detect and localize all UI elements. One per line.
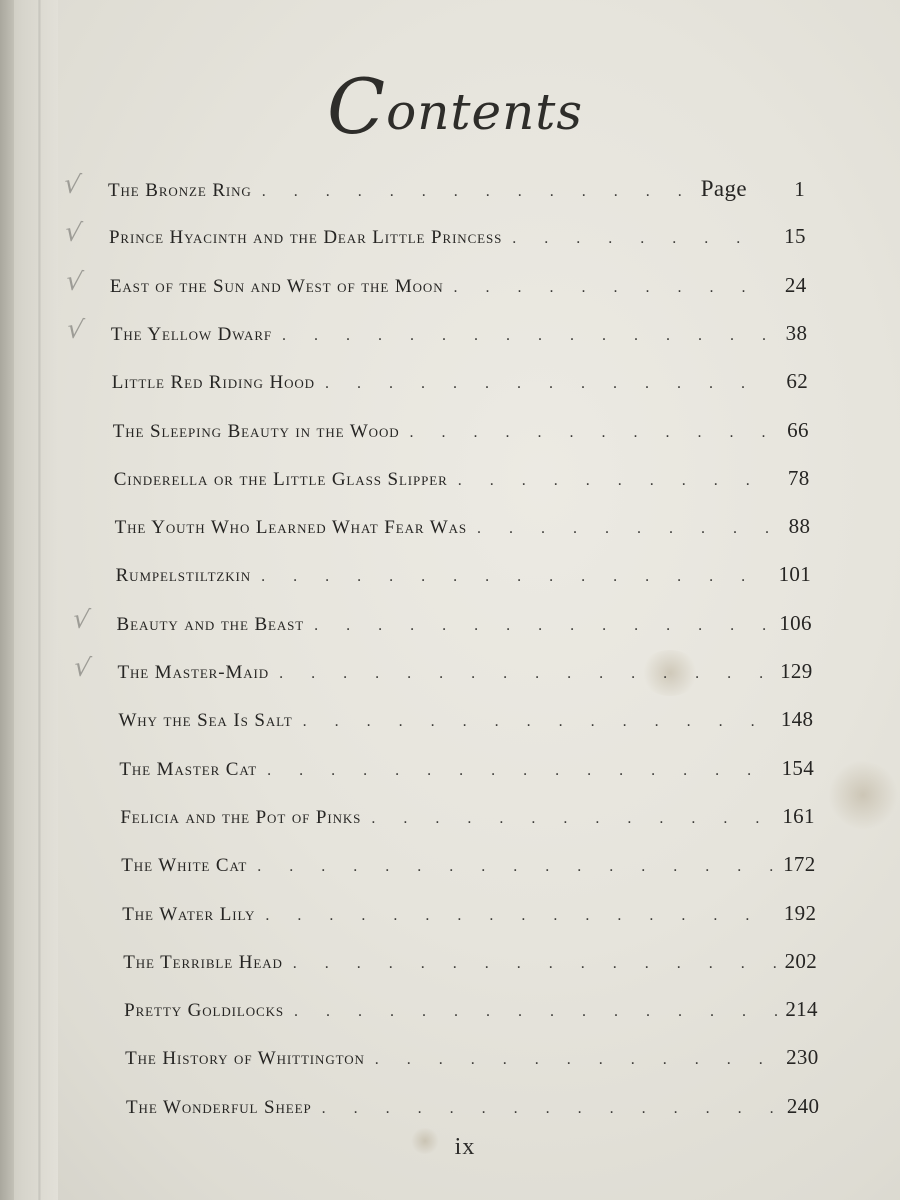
pencil-check-icon: √ xyxy=(64,313,86,346)
toc-entry xyxy=(109,224,806,264)
toc-entry-page-number: 1 xyxy=(794,177,805,201)
toc-entry xyxy=(121,852,815,892)
toc-entry xyxy=(119,756,814,796)
dot-leader xyxy=(267,762,774,780)
toc-entry-title: Prince Hyacinth and the Dear Little Princess xyxy=(108,227,503,249)
toc-entry xyxy=(126,1094,819,1134)
pencil-check-icon: √ xyxy=(71,651,93,685)
title-first-letter: C xyxy=(326,62,387,151)
toc-entry xyxy=(123,949,817,989)
toc-entry xyxy=(112,369,808,409)
toc-entry-title: East of the Sun and West of the Moon xyxy=(109,275,444,297)
toc-entry-title: Rumpelstiltzkin xyxy=(115,565,252,587)
toc-entry xyxy=(120,804,814,844)
toc-entry-title: The Bronze Ring xyxy=(108,180,252,201)
pencil-check-icon: √ xyxy=(61,168,83,202)
toc-entry-title: The Master Cat xyxy=(119,758,258,780)
dot-leader xyxy=(303,713,773,731)
toc-entry-page-number: 106 xyxy=(779,610,812,635)
dot-leader xyxy=(512,230,767,248)
book-binding-edge xyxy=(0,0,14,1200)
toc-entry-title: The Terrible Head xyxy=(123,951,283,973)
dot-leader xyxy=(371,810,774,828)
toc-entry-title: Beauty and the Beast xyxy=(116,613,305,635)
toc-entry xyxy=(111,321,807,361)
title-rest: ontents xyxy=(386,83,584,141)
dot-leader xyxy=(325,375,770,393)
dot-leader xyxy=(314,617,771,635)
dot-leader xyxy=(375,1051,778,1069)
toc-entry-title: Pretty Goldilocks xyxy=(124,1000,285,1022)
toc-entry-page-number: 240 xyxy=(786,1093,820,1118)
dot-leader xyxy=(257,858,775,876)
toc-entry xyxy=(125,1045,818,1085)
toc-entry-page-number: 15 xyxy=(784,224,806,249)
toc-entry-title: The Water Lily xyxy=(122,903,256,925)
toc-entry-page-number: 24 xyxy=(784,272,807,297)
toc-entry-title: The White Cat xyxy=(121,855,248,877)
pencil-check-icon: √ xyxy=(63,265,85,298)
toc-entry-page-number: 230 xyxy=(786,1045,819,1070)
toc-entry xyxy=(115,514,811,554)
toc-entry-title: The Master-Maid xyxy=(117,662,270,683)
toc-entry-title: Little Red Riding Hood xyxy=(111,372,315,394)
toc-entry-page-number: 66 xyxy=(787,417,809,442)
dot-leader xyxy=(294,1003,777,1021)
dot-leader xyxy=(282,327,769,345)
dot-leader xyxy=(279,665,772,683)
toc-entry xyxy=(122,901,816,941)
toc-entry xyxy=(124,997,818,1037)
toc-entry-page-number: 192 xyxy=(783,900,817,925)
pencil-check-icon: √ xyxy=(62,217,84,250)
toc-entry xyxy=(113,418,809,458)
toc-entry-page-number: 78 xyxy=(787,465,810,490)
page-fold-shadow xyxy=(38,0,41,1200)
page-folio: ix xyxy=(454,1134,476,1160)
toc-entry-page-number: 161 xyxy=(782,803,815,828)
toc-entry-title: The Youth Who Learned What Fear Was xyxy=(114,517,468,539)
toc-entry-title: The Wonderful Sheep xyxy=(126,1096,312,1118)
toc-entry-page-number: 148 xyxy=(780,707,814,732)
toc-entry-title: Why the Sea Is Salt xyxy=(118,710,293,732)
page-column-label: Page xyxy=(700,176,747,201)
toc-entry xyxy=(108,176,805,216)
toc-entry-page-number: 172 xyxy=(783,852,816,877)
contents-title xyxy=(0,62,900,151)
dot-leader xyxy=(410,424,771,442)
dot-leader xyxy=(265,907,776,925)
toc-entry xyxy=(117,611,812,651)
toc-entry xyxy=(114,466,810,506)
toc-entry-title: The Yellow Dwarf xyxy=(110,323,273,345)
toc-entry xyxy=(118,659,813,699)
pencil-check-icon: √ xyxy=(70,603,92,636)
toc-entry-page-number: 101 xyxy=(778,562,811,587)
dot-leader xyxy=(262,183,693,201)
dot-leader xyxy=(458,472,772,490)
dot-leader xyxy=(454,279,769,297)
toc-entry-page-number: 38 xyxy=(785,320,808,345)
dot-leader xyxy=(261,568,771,586)
dot-leader xyxy=(322,1100,779,1118)
toc-entry xyxy=(116,562,811,602)
toc-entry-title: The History of Whittington xyxy=(125,1048,365,1070)
toc-entry-title: The Sleeping Beauty in the Wood xyxy=(112,420,400,442)
toc-entry-page-number: 62 xyxy=(786,369,808,394)
dot-leader xyxy=(477,520,772,538)
paper-stain xyxy=(828,760,898,830)
toc-entry-page-number: 154 xyxy=(781,755,814,780)
dot-leader xyxy=(293,955,777,973)
toc-entry-page-number: 202 xyxy=(784,948,817,973)
toc-entry xyxy=(118,707,813,747)
toc-entry xyxy=(110,273,807,313)
toc-entry-title: Felicia and the Pot of Pinks xyxy=(120,806,362,828)
toc-entry-page-number: 88 xyxy=(788,514,811,539)
toc-entry-page-number: 129 xyxy=(780,659,813,683)
toc-entry-page-number: 214 xyxy=(785,997,818,1022)
toc-entry-title: Cinderella or the Little Glass Slipper xyxy=(113,468,448,490)
